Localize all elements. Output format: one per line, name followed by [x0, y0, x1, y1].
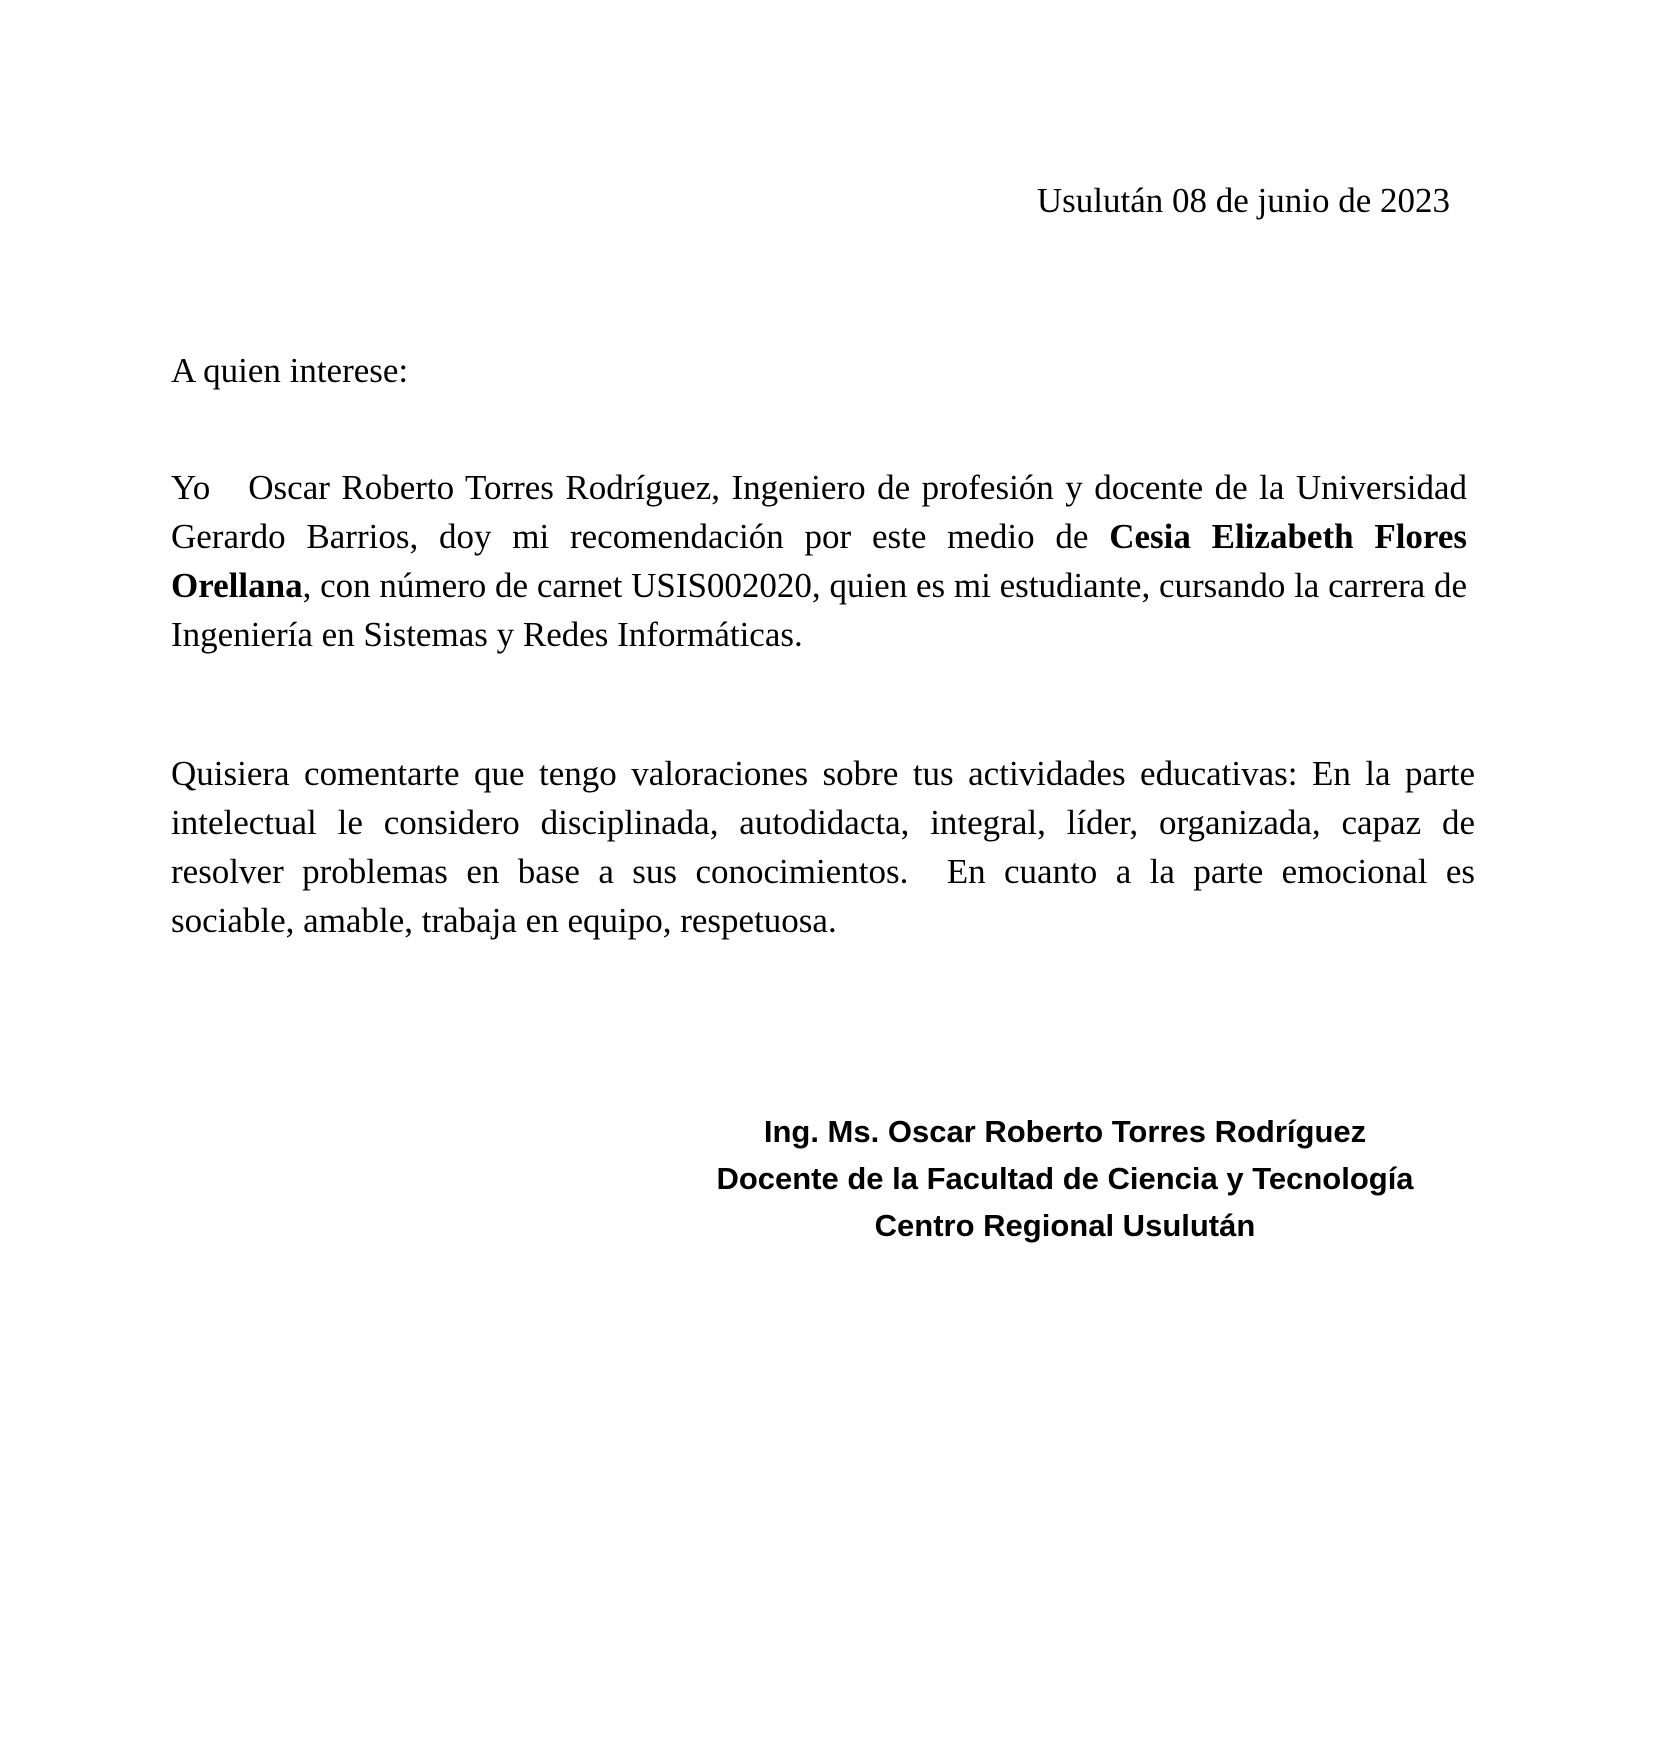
paragraph2-part2: En cuanto a la parte emocional es sociable, amable, trabaja en equipo, respetuosa.	[171, 852, 1476, 940]
letter-paragraph-introduction	[171, 463, 1467, 659]
paragraph1-part1: Yo	[171, 468, 211, 507]
letter-greeting: A quien interese:	[171, 351, 409, 390]
student-name: Cesia Elizabeth Flores Orellana	[171, 517, 1467, 605]
signature-title: Docente de la Facultad de Ciencia y Tecnología	[716, 1161, 1414, 1196]
signature-center: Centro Regional Usulután	[874, 1208, 1256, 1243]
signature-block	[640, 1108, 1490, 1249]
letter-paragraph-assessment	[171, 749, 1475, 945]
paragraph2-part1: Quisiera comentarte que tengo valoraciones sobre tus actividades educativas: En la parte intelectual le considero disciplinada, autodidacta, integral, líder, organizada, capaz de resolver problemas en base a sus conocimientos.	[171, 754, 1475, 891]
letter-date: Usulután 08 de junio de 2023	[1036, 181, 1450, 220]
paragraph1-part3: , con número de carnet USIS002020, quien es mi estudiante, cursando la carrera de Ingeniería en Sistemas y Redes Informáticas.	[171, 566, 1467, 654]
signature-name: Ing. Ms. Oscar Roberto Torres Rodríguez	[763, 1114, 1367, 1149]
paragraph1-part2: Oscar Roberto Torres Rodríguez, Ingeniero de profesión y docente de la Universidad Gerardo Barrios, doy mi recomendación por este medio de	[171, 468, 1467, 556]
